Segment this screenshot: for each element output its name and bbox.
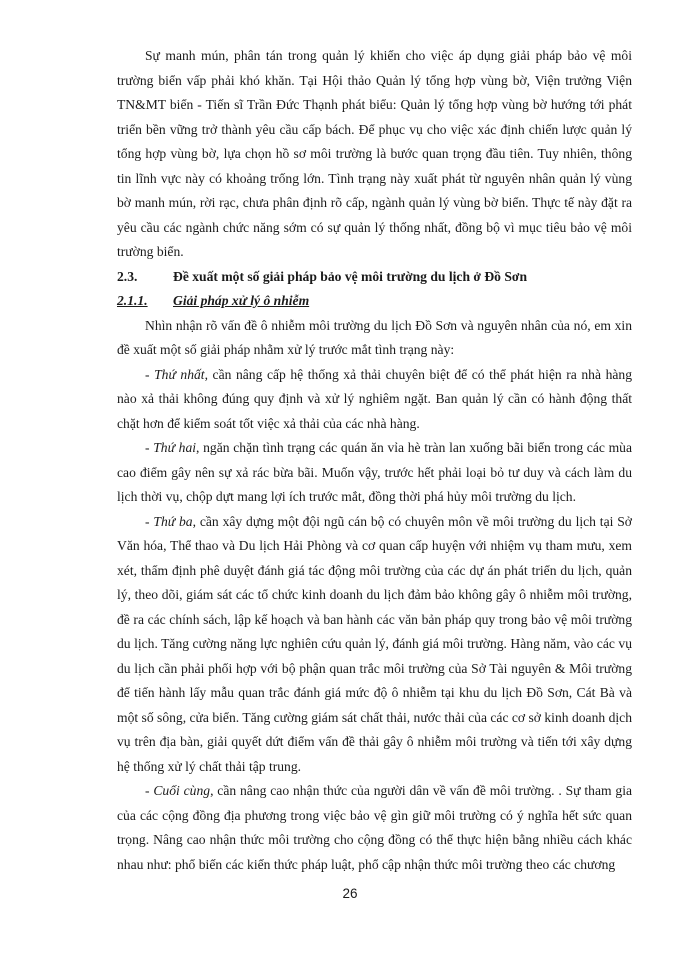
subsection-title: Giải pháp xử lý ô nhiễm — [173, 293, 310, 308]
solution-item-second — [117, 436, 632, 510]
page-number: 26 — [342, 886, 358, 901]
solution-item-first — [117, 363, 632, 437]
item-label: - Cuối cùng — [145, 783, 211, 798]
item-text: , cần xây dựng một đội ngũ cán bộ có chuyên môn về môi trường du lịch tại Sở Văn hóa, Thể thao và Du lịch Hải Phòng và cơ quan cấp huyện với nhiệm vụ tham mưu, xem xét, thẩm định phê duyệt đánh giá tác động môi trường của các dự án phát triển du lịch, quản lý, theo dõi, giám sát các tổ chức kinh doanh du lịch đảm bảo không gây ô nhiễm môi trường, đề ra các chính sách, lập kế hoạch và ban hành các văn bản pháp quy trong bảo vệ môi trường du lịch. Tăng cường năng lực nghiên cứu quản lý, đánh giá môi trường. Hàng năm, vào các vụ du lịch cần phải phối hợp với bộ phận quan trắc môi trường của Sở Tài nguyên & Môi trường để tiến hành lấy mẫu quan trắc đánh giá mức độ ô nhiễm tại khu du lịch Đồ Sơn, Cát Bà và một số sông, cửa biển. Tăng cường giám sát chất thải, nước thải của các cơ sở kinh doanh dịch vụ trên địa bàn, giải quyết dứt điểm vấn đề thải gây ô nhiễm môi trường và tiến tới xây dựng hệ thống xử lý chất thải tập trung. — [117, 513, 632, 774]
section-number: 2.3. — [117, 268, 138, 284]
item-label: - Thứ ba — [145, 513, 193, 529]
subsection-heading — [117, 289, 632, 314]
item-label: - Thứ hai — [145, 440, 197, 455]
item-label: - Thứ nhất — [145, 366, 205, 382]
item-text: , cần nâng cao nhận thức của người dân về vấn đề môi trường. . Sự tham gia của các cộng đồng địa phương trong việc bảo vệ gìn giữ môi trường có ý nghĩa hết sức quan trọng. Nâng cao nhận thức môi trường cho cộng đồng có thể thực hiện bằng nhiều cách khác nhau như: phổ biến các kiến thức pháp luật, phổ cập nhận thức môi trường theo các chương — [117, 783, 633, 872]
solution-item-last — [117, 779, 632, 877]
subsection-number: 2.1.1. — [117, 293, 148, 308]
section-heading — [117, 265, 632, 290]
section-title: Đề xuất một số giải pháp bảo vệ môi trường du lịch ở Đồ Sơn — [173, 268, 528, 284]
item-text: , ngăn chặn tình trạng các quán ăn vỉa hè tràn lan xuống bãi biển trong các mùa cao điểm gây nên sự xả rác bừa bãi. Muốn vậy, trước hết phải loại bỏ tư duy và cách làm du lịch thời vụ, chộp dựt mang lợi ích trước mắt, đồng thời phá hủy môi trường du lịch. — [117, 440, 632, 504]
item-text: , cần nâng cấp hệ thống xả thải chuyên biệt để có thể phát hiện ra nhà hàng nào xả thải không đúng quy định và xử lý nghiêm ngặt. Ban quản lý cần có hành động thất chặt hơn để kiểm soát tốt việc xả thải của các nhà hàng. — [117, 366, 632, 431]
solution-item-third — [117, 510, 632, 780]
document-page — [117, 44, 632, 877]
intro-paragraph: Sự manh mún, phân tán trong quản lý khiến cho việc áp dụng giải pháp bảo vệ môi trường biển vấp phải khó khăn. Tại Hội thảo Quản lý tổng hợp vùng bờ, Viện trưởng Viện TN&MT biển - Tiến sĩ Trần Đức Thạnh phát biểu: Quản lý tổng hợp vùng bờ hướng tới phát triển bền vững trở thành yêu cầu cấp bách. Để phục vụ cho việc xác định chiến lược quản lý tổng hợp vùng bờ, lựa chọn hồ sơ môi trường là bước quan trọng đầu tiên. Tuy nhiên, thông tin lĩnh vực này có khoảng trống lớn. Tình trạng này xuất phát từ nguyên nhân quản lý vùng bờ manh mún, rời rạc, chưa phân định rõ cấp, ngành quản lý vùng bờ biển. Thực tế này đặt ra yêu cầu các ngành chức năng sớm có sự quản lý thống nhất, đồng bộ vì mục tiêu bảo vệ môi trường biển. — [117, 48, 632, 259]
lead-paragraph: Nhìn nhận rõ vấn đề ô nhiễm môi trường du lịch Đồ Sơn và nguyên nhân của nó, em xin đề xuất một số giải pháp nhằm xử lý trước mắt tình trạng này: — [117, 317, 632, 357]
